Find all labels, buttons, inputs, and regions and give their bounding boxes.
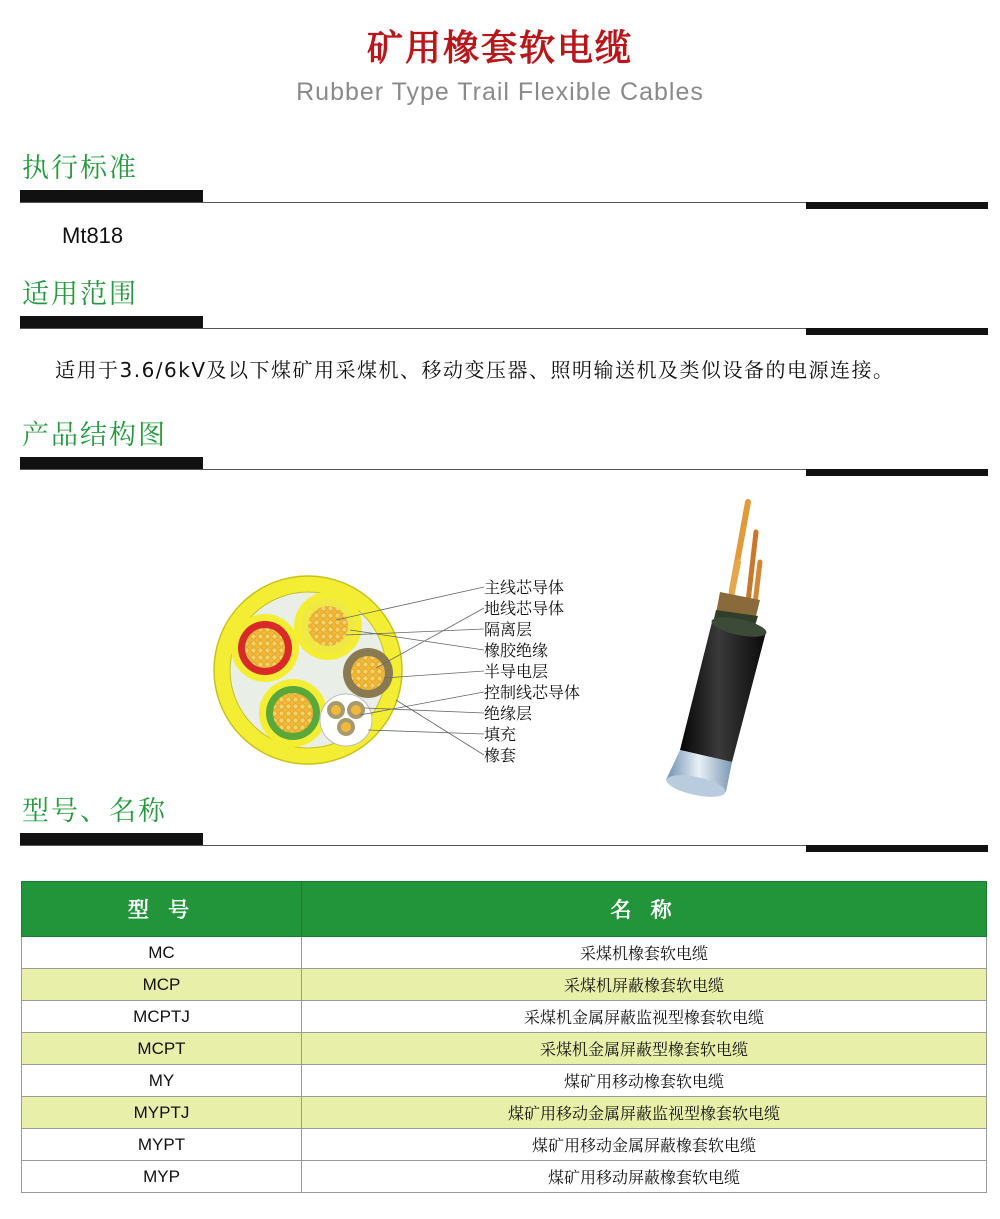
cable-product-photo <box>620 492 780 802</box>
scope-heading: 适用范围 <box>22 279 138 310</box>
table-header-row <box>22 882 987 937</box>
scope-text: 适用于3.6/6kV及以下煤矿用采煤机、移动变压器、照明输送机及类似设备的电源连接。 <box>55 358 895 382</box>
column-header-model: 型 号 <box>22 882 302 937</box>
section-divider <box>20 457 988 471</box>
name-cell: 采煤机橡套软电缆 <box>302 937 987 969</box>
model-cell: MY <box>22 1065 302 1097</box>
table-row <box>22 1129 987 1161</box>
name-cell: 采煤机金属屏蔽型橡套软电缆 <box>302 1033 987 1065</box>
name-cell: 煤矿用移动橡套软电缆 <box>302 1065 987 1097</box>
page-subtitle: Rubber Type Trail Flexible Cables <box>296 78 704 106</box>
section-divider <box>20 833 988 847</box>
section-divider <box>20 190 988 204</box>
models-table <box>21 881 987 1193</box>
name-cell: 煤矿用移动金属屏蔽橡套软电缆 <box>302 1129 987 1161</box>
structure-label: 填充 <box>484 725 517 744</box>
structure-label: 主线芯导体 <box>484 578 565 597</box>
structure-labels <box>484 577 580 766</box>
table-row <box>22 1001 987 1033</box>
structure-label: 隔离层 <box>484 620 533 639</box>
standard-heading: 执行标准 <box>22 153 138 184</box>
model-cell: MYPT <box>22 1129 302 1161</box>
model-cell: MYP <box>22 1161 302 1193</box>
models-heading: 型号、名称 <box>22 796 167 827</box>
table-row <box>22 937 987 969</box>
column-header-name: 名 称 <box>302 882 987 937</box>
model-cell: MCPT <box>22 1033 302 1065</box>
structure-heading: 产品结构图 <box>22 420 167 451</box>
model-cell: MCP <box>22 969 302 1001</box>
table-row <box>22 1033 987 1065</box>
structure-label: 地线芯导体 <box>484 599 565 618</box>
table-row <box>22 1097 987 1129</box>
structure-label: 控制线芯导体 <box>484 683 581 702</box>
structure-label: 橡套 <box>484 746 517 765</box>
table-row <box>22 1065 987 1097</box>
model-cell: MCPTJ <box>22 1001 302 1033</box>
table-row <box>22 969 987 1001</box>
page-title: 矿用橡套软电缆 <box>366 28 633 69</box>
structure-label: 半导电层 <box>484 662 549 681</box>
model-cell: MYPTJ <box>22 1097 302 1129</box>
standard-text: Mt818 <box>62 223 124 248</box>
name-cell: 采煤机屏蔽橡套软电缆 <box>302 969 987 1001</box>
name-cell: 采煤机金属屏蔽监视型橡套软电缆 <box>302 1001 987 1033</box>
structure-label: 绝缘层 <box>484 704 533 723</box>
name-cell: 煤矿用移动金属屏蔽监视型橡套软电缆 <box>302 1097 987 1129</box>
section-divider <box>20 316 988 330</box>
table-row <box>22 1161 987 1193</box>
name-cell: 煤矿用移动屏蔽橡套软电缆 <box>302 1161 987 1193</box>
structure-label: 橡胶绝缘 <box>484 641 549 660</box>
model-cell: MC <box>22 937 302 969</box>
